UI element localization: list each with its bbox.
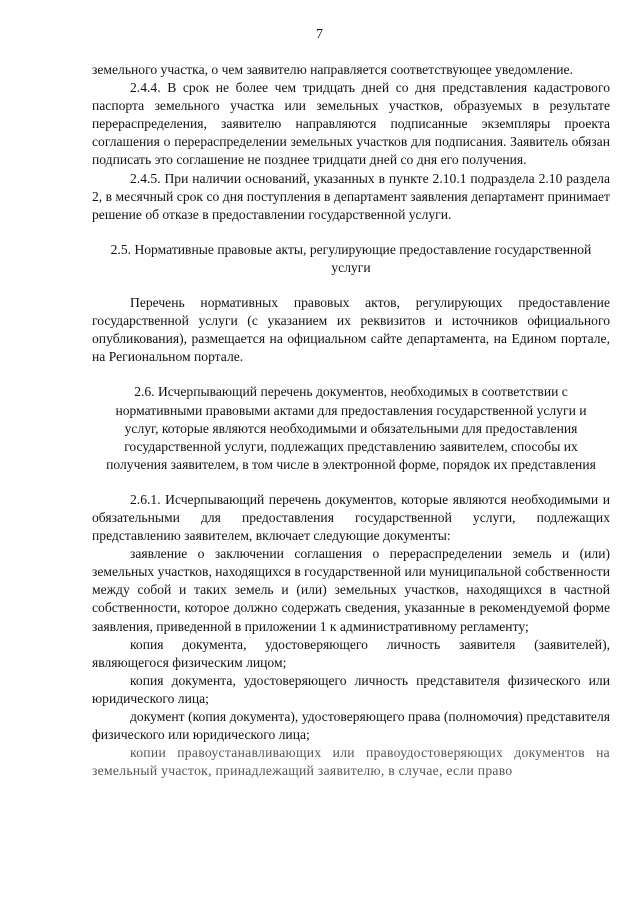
list-item-applicant-id-copy: копия документа, удостоверяющего личность заявителя (заявителей), являющегося физическим лицом; (92, 636, 610, 670)
page-number: 7 (316, 27, 323, 42)
section-heading-2-5: 2.5. Нормативные правовые акты, регулирующие предоставление государственной услуги (110, 241, 592, 275)
list-item-application: заявление о заключении соглашения о перераспределении земель и (или) земельных участков, находящихся в государственной или муниципальной собственности между собой и таких земель и (или) земельных участков, находящихся в частной собственности, которое должно содержать сведения, указанные в рекомендуемой форме заявления, приведенной в приложении 1 к административному регламенту; (92, 546, 610, 634)
paragraph-2-4-5: 2.4.5. При наличии оснований, указанных в пункте 2.10.1 подраздела 2.10 раздела 2, в месячный срок со дня поступления в департамент заявления департамент принимает решение об отказе в предоставлении государственной услуги. (92, 170, 610, 222)
list-item-title-documents: копии правоустанавливающих или правоудостоверяющих документов на земельный участок, принадлежащий заявителю, в случае, если право (92, 745, 610, 779)
paragraph-2-4-4: 2.4.4. В срок не более чем тридцать дней со дня представления кадастрового паспорта земельного участка или земельных участков, образуемых в результате перераспределения, заявителю направляются подписанные экземпляры проекта соглашения о перераспределении земельных участков для подписания. Заявитель обязан подписать это соглашение не позднее тридцати дней со дня его получения. (92, 80, 610, 168)
paragraph-continuation: земельного участка, о чем заявителю направляется соответствующее уведомление. (92, 62, 573, 77)
list-item-authority-document: документ (копия документа), удостоверяющего права (полномочия) представителя физического или юридического лица; (92, 709, 610, 743)
paragraph-2-6-1: 2.6.1. Исчерпывающий перечень документов, которые являются необходимыми и обязательными для предоставления государственной услуги, подлежащих представлению заявителем, включает следующие документы: (92, 491, 610, 544)
document-body (92, 61, 610, 780)
section-heading-2-6: 2.6. Исчерпывающий перечень документов, необходимых в соответствии с нормативными правовыми актами для предоставления государственной услуги и услуг, которые являются необходимыми и обязательными для предоставления государственной услуги, подлежащих представлению заявителем, способы их получения заявителем, в том числе в электронной форме, порядок их представления (106, 384, 596, 472)
paragraph-2-5-body: Перечень нормативных правовых актов, регулирующих предоставление государственной услуги (с указанием их реквизитов и источников официального опубликования), размещается на официальном сайте департамента, на Едином портале, на Региональном портале. (92, 295, 610, 365)
list-item-representative-id-copy: копия документа, удостоверяющего личность представителя физического или юридического лица; (92, 672, 610, 706)
